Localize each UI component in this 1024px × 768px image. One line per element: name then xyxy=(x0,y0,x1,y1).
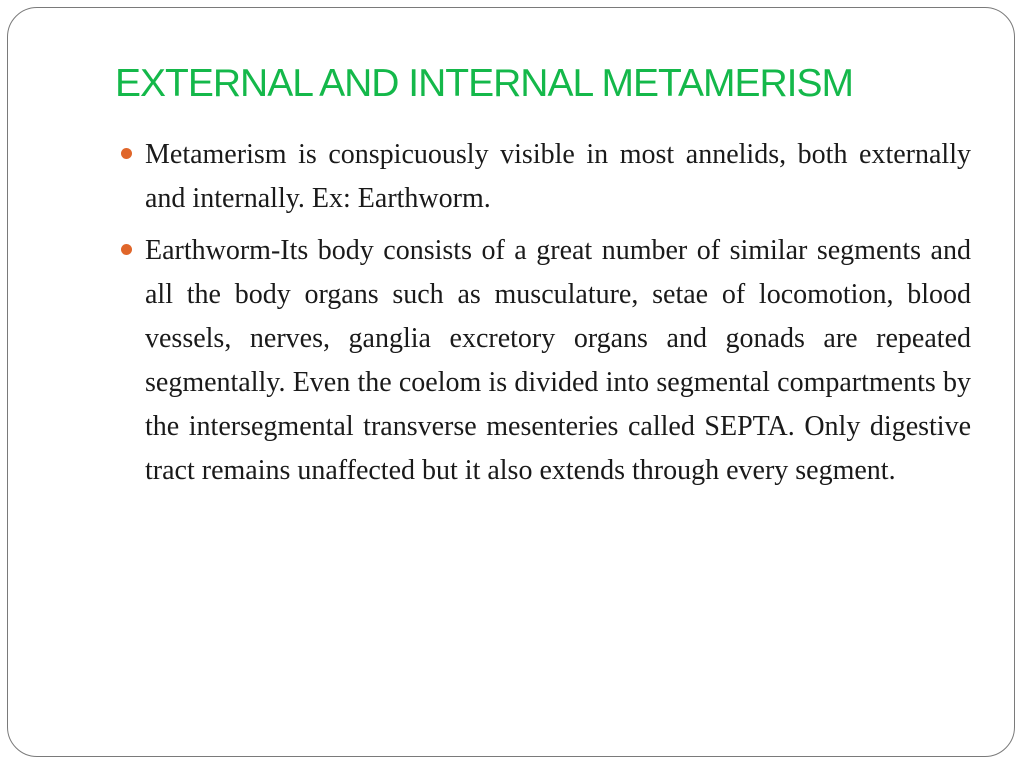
bullet-text: Earthworm-Its body consists of a great number of similar segments and all the body organs such as musculature, setae of locomotion, blood vessels, nerves, ganglia excretory organs and gonads are repeated segmentally. Even the coelom is divided into segmental compartments by the intersegmental transverse mesenteries called SEPTA. Only digestive tract remains unaffected but it also extends through every segment. xyxy=(145,235,971,486)
bullet-dot-icon xyxy=(121,244,132,255)
bullet-item xyxy=(145,133,971,221)
slide-frame xyxy=(7,7,1015,757)
bullet-list xyxy=(145,133,971,501)
bullet-dot-icon xyxy=(121,148,132,159)
bullet-text: Metamerism is conspicuously visible in most annelids, both externally and internally. Ex: Earthworm. xyxy=(145,139,971,214)
slide-title: EXTERNAL AND INTERNAL METAMERISM xyxy=(115,62,854,105)
bullet-item xyxy=(145,229,971,493)
